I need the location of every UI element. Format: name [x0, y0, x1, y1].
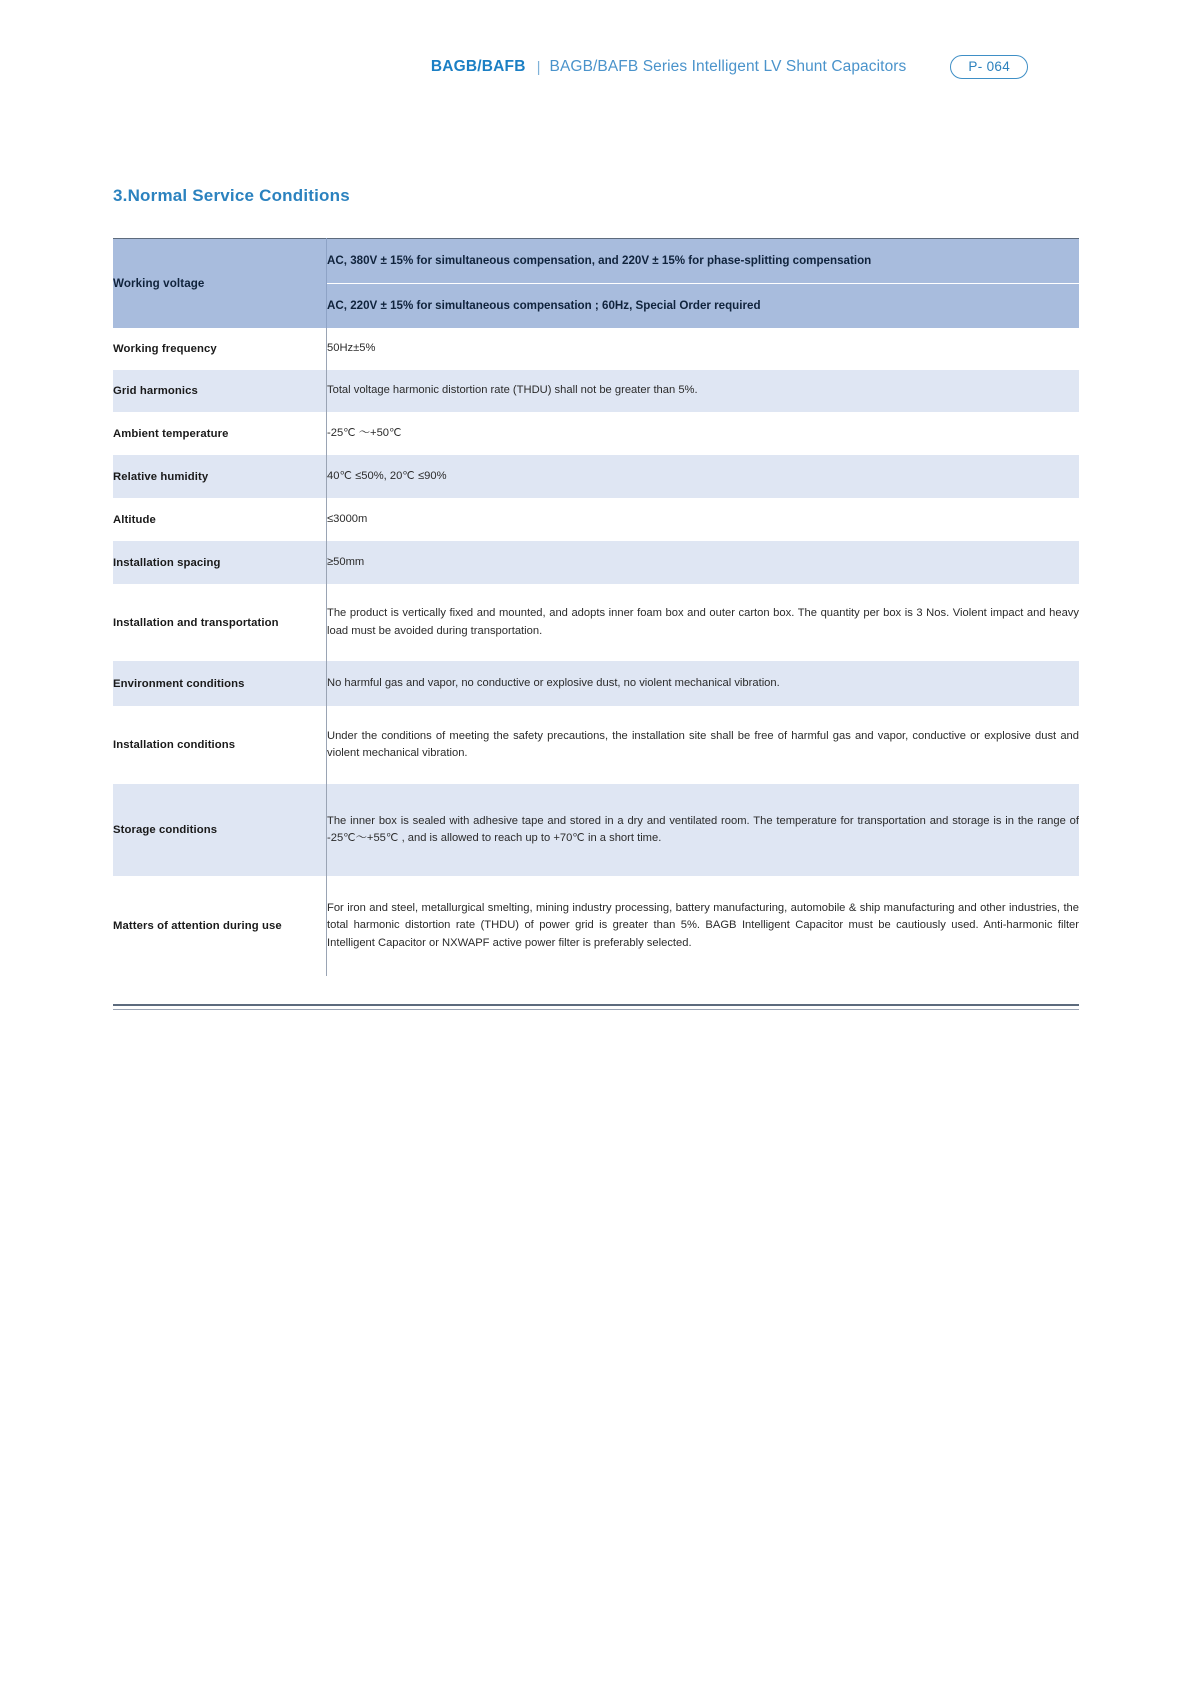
- header-brand: BAGB/BAFB: [430, 58, 526, 75]
- row-value: ≤3000m: [327, 498, 1080, 541]
- row-label: Working frequency: [113, 328, 327, 370]
- row-value: For iron and steel, metallurgical smelting, mining industry processing, battery manufacturing, automobile & ship manufacturing and other industries, the total harmonic distortion rate (THDU) of power grid is greater than 5%. BAGB Intelligent Capacitor must be cautiously used. Anti-harmonic filter Intelligent Capacitor or NXWAPF active power filter is preferably selected.: [327, 876, 1080, 976]
- normal-service-conditions-table: [113, 238, 1079, 976]
- row-label: Grid harmonics: [113, 370, 327, 412]
- table-row: [113, 328, 1079, 370]
- row-value: No harmful gas and vapor, no conductive or explosive dust, no violent mechanical vibration.: [327, 661, 1080, 706]
- row-value: The product is vertically fixed and mounted, and adopts inner foam box and outer carton box. The quantity per box is 3 Nos. Violent impact and heavy load must be avoided during transportation.: [327, 584, 1080, 661]
- row-value: 40℃ ≤50%, 20℃ ≤90%: [327, 455, 1080, 498]
- row-label: Installation conditions: [113, 706, 327, 784]
- table-row: [113, 784, 1079, 876]
- page-number-badge: P- 064: [950, 55, 1028, 80]
- table-row: [113, 541, 1079, 584]
- row-label: Relative humidity: [113, 455, 327, 498]
- row-label: Installation spacing: [113, 541, 327, 584]
- table-row: [113, 661, 1079, 706]
- table-row: [113, 584, 1079, 661]
- row-value: Total voltage harmonic distortion rate (THDU) shall not be greater than 5%.: [327, 370, 1080, 412]
- row-label: Installation and transportation: [113, 584, 327, 661]
- table-bottom-rule-secondary: [113, 1009, 1079, 1010]
- table-row: [113, 370, 1079, 412]
- row-label: Environment conditions: [113, 661, 327, 706]
- table-row: [113, 876, 1079, 976]
- row-value: Under the conditions of meeting the safety precautions, the installation site shall be free of harmful gas and vapor, conductive or explosive dust and violent mechanical vibration.: [327, 706, 1080, 784]
- row-value: -25℃ ～+50℃: [327, 412, 1080, 455]
- header-title: BAGB/BAFB Series Intelligent LV Shunt Capacitors: [549, 58, 907, 75]
- table-row: [113, 498, 1079, 541]
- table-row: [113, 455, 1079, 498]
- row-label: Storage conditions: [113, 784, 327, 876]
- table-row: [113, 706, 1079, 784]
- table-row: [113, 412, 1079, 455]
- row-value: AC, 380V ± 15% for simultaneous compensation, and 220V ± 15% for phase-splitting compensation: [327, 239, 1080, 284]
- page-header: [0, 50, 1191, 84]
- row-value: ≥50mm: [327, 541, 1080, 584]
- row-value: 50Hz±5%: [327, 328, 1080, 370]
- table-bottom-rule: [113, 1004, 1079, 1006]
- row-label: Altitude: [113, 498, 327, 541]
- row-label: Matters of attention during use: [113, 876, 327, 976]
- row-value: The inner box is sealed with adhesive tape and stored in a dry and ventilated room. The temperature for transportation and storage is in the range of -25℃～+55℃ , and is allowed to reach up to +70℃ in a short time.: [327, 784, 1080, 876]
- row-value: AC, 220V ± 15% for simultaneous compensation ; 60Hz, Special Order required: [327, 284, 1080, 329]
- section-title: 3.Normal Service Conditions: [113, 186, 350, 205]
- header-separator: |: [536, 58, 541, 76]
- row-label: Ambient temperature: [113, 412, 327, 455]
- row-label: Working voltage: [113, 239, 327, 329]
- table-row: [113, 239, 1079, 284]
